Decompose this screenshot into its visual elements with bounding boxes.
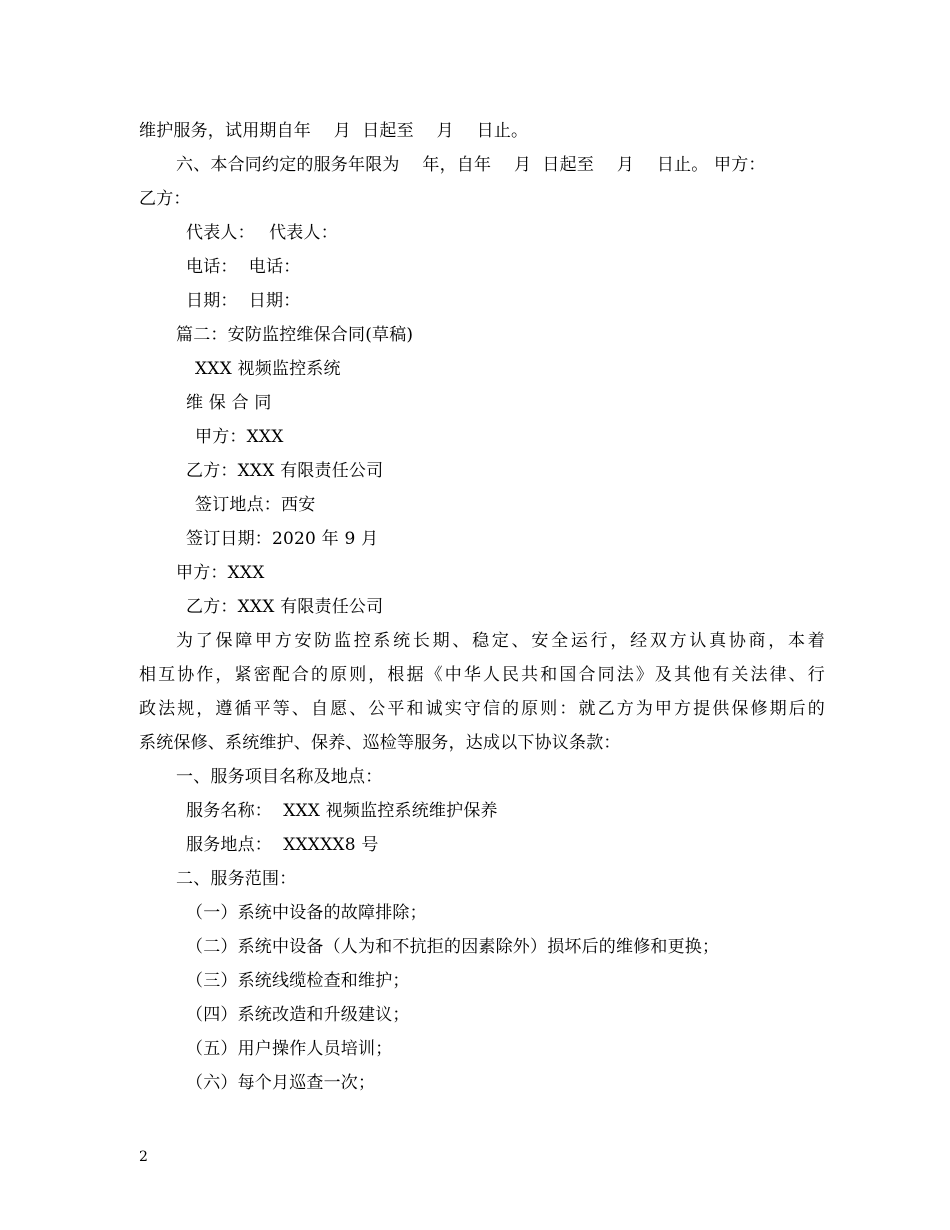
text-line: 签订日期：2020 年 9 月 (186, 529, 379, 549)
section-heading: 一、服务项目名称及地点： (176, 767, 383, 787)
text-line: 日期： 日期： (186, 291, 301, 311)
list-item: （六）每个月巡查一次； (186, 1073, 376, 1093)
paragraph-line: 政法规，遵循平等、自愿、公平和诚实守信的原则：就乙方为甲方提供保修期后的 (139, 699, 825, 719)
page-number: 2 (139, 1149, 148, 1165)
text-line: 代表人： 代表人： (186, 223, 338, 243)
paragraph-line: 相互协作，紧密配合的原则，根据《中华人民共和国合同法》及其他有关法律、行 (139, 665, 825, 685)
section-heading: 二、服务范围： (176, 869, 297, 889)
text-line: 乙方：XXX 有限责任公司 (186, 461, 384, 481)
text-line: 乙方： (139, 189, 191, 209)
text-line: 签订地点：西安 (195, 495, 316, 515)
text-line: 甲方：XXX (195, 427, 284, 447)
text-line: 维 保 合 同 (186, 393, 272, 413)
text-line: 电话： 电话： (186, 257, 301, 277)
list-item: （五）用户操作人员培训； (186, 1039, 393, 1059)
text-line: 甲方：XXX (176, 563, 265, 583)
section-heading: 篇二：安防监控维保合同(草稿) (176, 325, 414, 345)
text-line: 服务地点： XXXXX8 号 (186, 835, 379, 855)
text-line: 服务名称： XXX 视频监控系统维护保养 (186, 801, 498, 821)
list-item: （一）系统中设备的故障排除； (186, 903, 427, 923)
list-item: （四）系统改造和升级建议； (186, 1005, 410, 1025)
text-line: 维护服务，试用期自年 月 日起至 月 日止。 (139, 121, 529, 141)
paragraph-line: 为了保障甲方安防监控系统长期、稳定、安全运行，经双方认真协商，本着 (176, 631, 825, 651)
text-line: XXX 视频监控系统 (195, 359, 341, 379)
paragraph-line: 系统保修、系统维护、保养、巡检等服务，达成以下协议条款： (139, 733, 621, 753)
list-item: （二）系统中设备（人为和不抗拒的因素除外）损坏后的维修和更换； (186, 937, 720, 957)
text-line: 乙方：XXX 有限责任公司 (186, 597, 384, 617)
text-line: 六、本合同约定的服务年限为 年，自年 月 日起至 月 日止。 甲方： (176, 155, 766, 175)
list-item: （三）系统线缆检查和维护； (186, 971, 410, 991)
